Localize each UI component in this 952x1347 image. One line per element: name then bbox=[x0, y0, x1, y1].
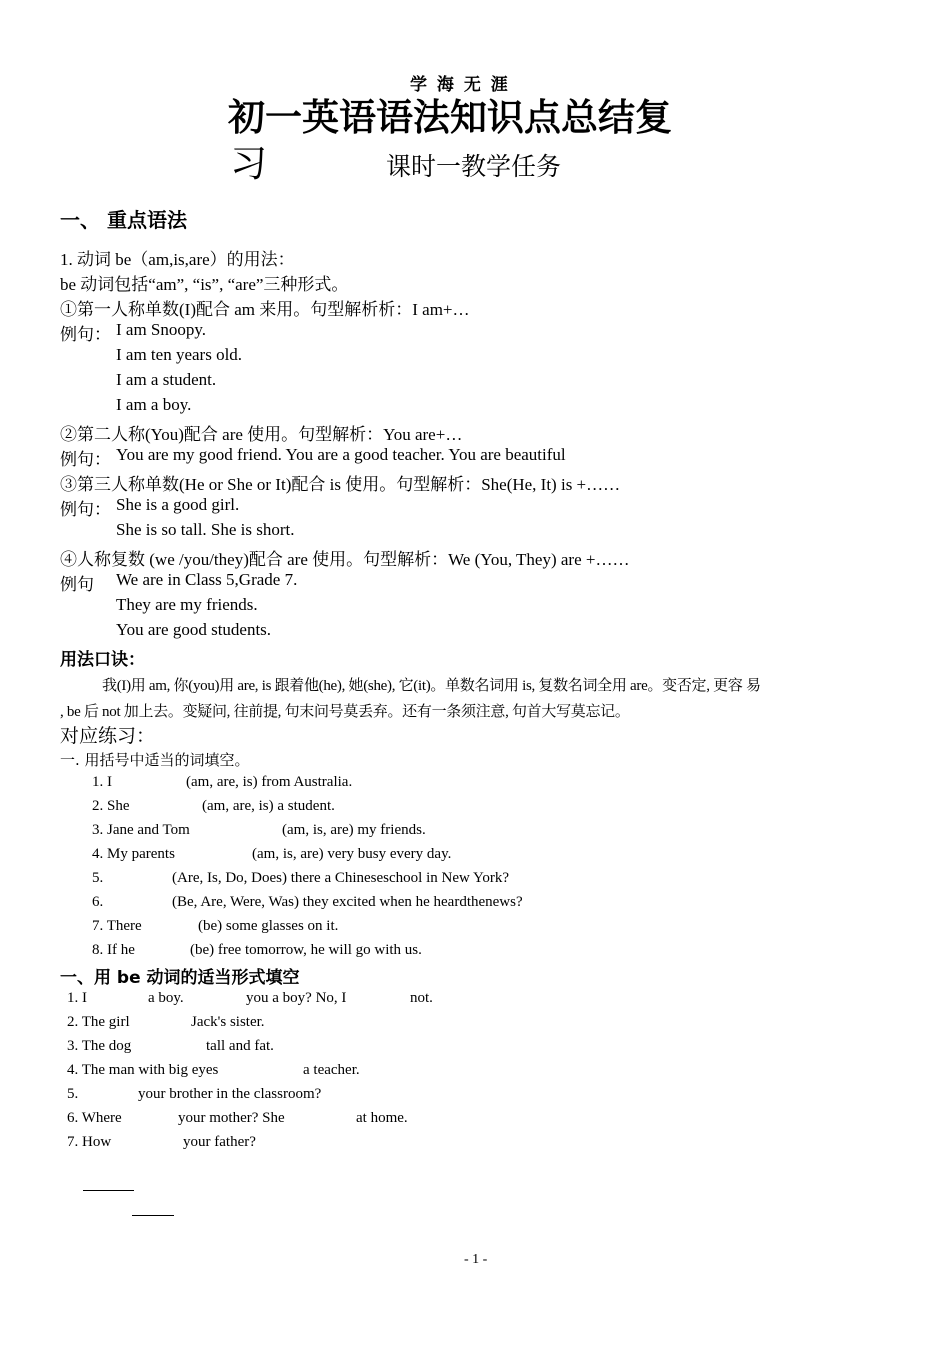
exercise-1-item-number: 3. Jane and Tom bbox=[92, 822, 190, 838]
exercise-2-item: 5. bbox=[67, 1086, 79, 1102]
exercise-1-title: 一. 用括号中适当的词填空。 bbox=[60, 751, 250, 769]
decorative-line bbox=[132, 1215, 174, 1216]
practice-heading: 对应练习： bbox=[60, 725, 156, 747]
grammar-line-1: 1. 动词 be（am,is,are）的用法： bbox=[60, 250, 295, 269]
exercise-2-item: your brother in the classroom? bbox=[138, 1086, 322, 1102]
exercise-2-item: tall and fat. bbox=[206, 1038, 274, 1054]
mnemonic-line-2: , be 后 not 加上去。变疑问, 往前提, 句末问号莫丢弃。还有一条须注意, 句首大写莫忘记。 bbox=[60, 704, 630, 720]
mnemonic-line-1: 我(I)用 am, 你(you)用 are, is 跟着他(he), 她(she), 它(it)。单数名词用 is, 复数名词全用 are。变否定, 更容 易 bbox=[102, 678, 761, 694]
exercise-1-item-text: (am, is, are) very busy every day. bbox=[252, 846, 452, 862]
example-label: 例句： bbox=[60, 450, 111, 469]
exercise-1-item-text: (am, are, is) a student. bbox=[202, 798, 335, 814]
exercise-2-item: 3. The dog bbox=[67, 1038, 132, 1054]
exercise-2-item: not. bbox=[410, 990, 433, 1006]
exercise-1-item-number: 6. bbox=[92, 894, 104, 910]
exercise-2-item: a boy. bbox=[148, 990, 184, 1006]
example-label: 例句： bbox=[60, 500, 111, 519]
decorative-line bbox=[83, 1190, 134, 1191]
example-line: I am a student. bbox=[116, 370, 217, 389]
exercise-1-item-number: 8. If he bbox=[92, 942, 135, 958]
exercise-2-item: 6. Where bbox=[67, 1110, 122, 1126]
exercise-1-item-number: 5. bbox=[92, 870, 104, 886]
exercise-1-item-text: (Are, Is, Do, Does) there a Chineseschool in New York? bbox=[172, 870, 510, 886]
example-line: I am Snoopy. bbox=[116, 320, 207, 339]
grammar-line-10: ③第三人称单数(He or She or It)配合 is 使用。句型解析：She(He, It) is +…… bbox=[60, 475, 621, 494]
exercise-1-item-number: 7. There bbox=[92, 918, 142, 934]
example-line: I am ten years old. bbox=[116, 345, 243, 364]
exercise-1-item-text: (be) free tomorrow, he will go with us. bbox=[190, 942, 422, 958]
mnemonic-heading: 用法口诀： bbox=[60, 650, 145, 670]
grammar-line-2: be 动词包括“am”, “is”, “are”三种形式。 bbox=[60, 275, 349, 294]
example-label: 例句： bbox=[60, 325, 111, 344]
exercise-2-item: 2. The girl bbox=[67, 1014, 130, 1030]
exercise-1-item-number: 4. My parents bbox=[92, 846, 175, 862]
exercise-2-item: your mother? She bbox=[178, 1110, 285, 1126]
example-label: 例句 bbox=[60, 575, 94, 594]
exercise-2-item: 1. I bbox=[67, 990, 87, 1006]
grammar-line-8: ②第二人称(You)配合 are 使用。句型解析：You are+… bbox=[60, 425, 463, 444]
exercise-1-item-text: (am, is, are) my friends. bbox=[282, 822, 426, 838]
exercise-2-item: at home. bbox=[356, 1110, 408, 1126]
grammar-line-13: ④人称复数 (we /you/they)配合 are 使用。句型解析：We (You, They) are +…… bbox=[60, 550, 630, 569]
example-line: They are my friends. bbox=[116, 595, 258, 614]
exercise-1-item-number: 2. She bbox=[92, 798, 130, 814]
page-number: - 1 - bbox=[464, 1252, 488, 1267]
exercise-1-item-text: (be) some glasses on it. bbox=[198, 918, 339, 934]
example-line: She is so tall. She is short. bbox=[116, 520, 295, 539]
page-title-line1: 初一英语语法知识点总结复 bbox=[228, 96, 672, 139]
exercise-2-item: you a boy? No, I bbox=[246, 990, 347, 1006]
section-heading: 一、 重点语法 bbox=[60, 208, 187, 232]
exercise-1-item-text: (am, are, is) from Australia. bbox=[186, 774, 353, 790]
page-subtitle: 课时一教学任务 bbox=[386, 152, 562, 181]
exercise-2-item: 4. The man with big eyes bbox=[67, 1062, 219, 1078]
exercise-2-item: your father? bbox=[183, 1134, 256, 1150]
exercise-2-title: 一、用 be 动词的适当形式填空 bbox=[60, 968, 300, 988]
header-motto: 学 海 无 涯 bbox=[410, 75, 510, 95]
exercise-2-item: 7. How bbox=[67, 1134, 112, 1150]
example-line: We are in Class 5,Grade 7. bbox=[116, 570, 298, 589]
example-line: You are my good friend. You are a good teacher. You are beautiful bbox=[116, 445, 566, 464]
exercise-2-item: a teacher. bbox=[303, 1062, 360, 1078]
grammar-line-3: ①第一人称单数(I)配合 am 来用。句型解析析：I am+… bbox=[60, 300, 470, 319]
exercise-2-item: Jack's sister. bbox=[191, 1014, 265, 1030]
exercise-1-item-text: (Be, Are, Were, Was) they excited when he heardthenews? bbox=[172, 894, 523, 910]
example-line: I am a boy. bbox=[116, 395, 192, 414]
page-title-line2: 习 bbox=[230, 142, 267, 185]
example-line: You are good students. bbox=[116, 620, 272, 639]
exercise-1-item-number: 1. I bbox=[92, 774, 112, 790]
example-line: She is a good girl. bbox=[116, 495, 240, 514]
